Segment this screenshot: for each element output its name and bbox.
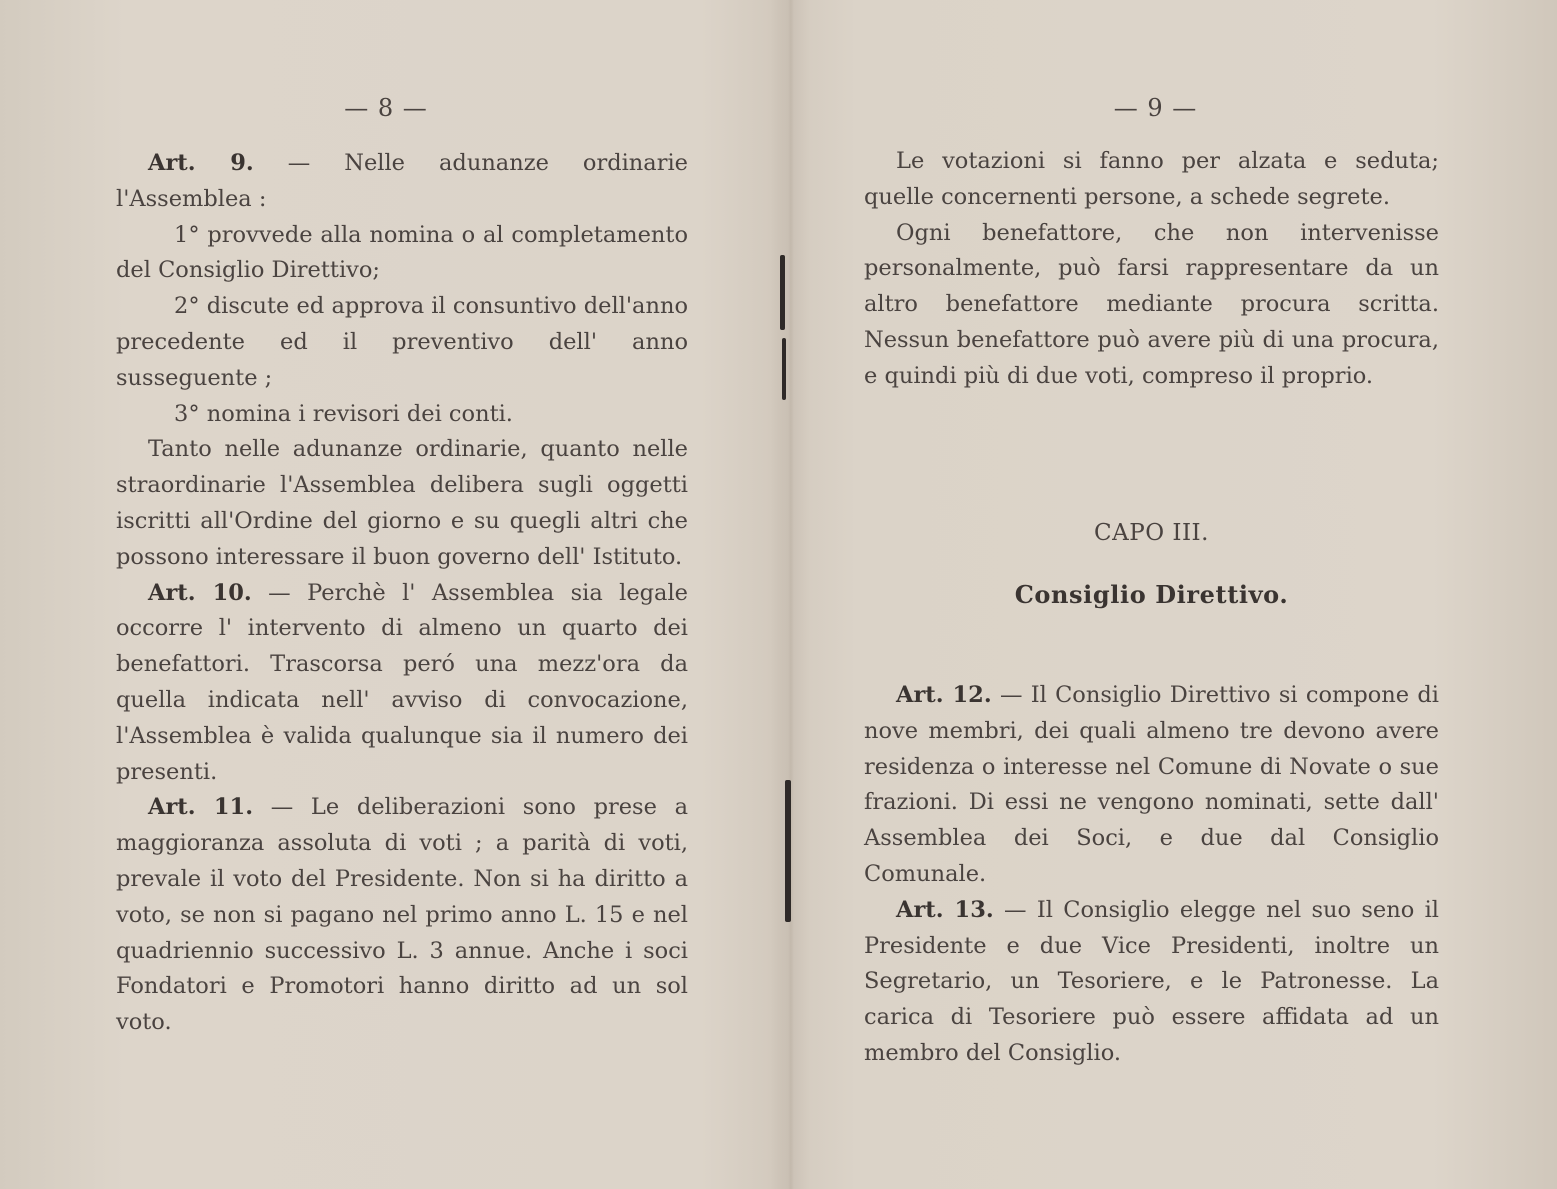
article-paragraph xyxy=(864,678,1439,893)
paragraph-text: Ogni benefattore, che non intervenisse personalmente, può farsi rappresentare da un altro benefattore mediante procura scritta. Nessun benefattore può avere più di una procura, e quindi più di due voti, compreso il proprio. xyxy=(864,219,1439,389)
book-spine xyxy=(770,0,810,1189)
paragraph xyxy=(116,289,688,396)
paragraph xyxy=(864,144,1439,216)
paragraph-text: Tanto nelle adunanze ordinarie, quanto nelle straordinarie l'Assemblea delibera sugli oggetti iscritti all'Ordine del giorno e su quegli altri che possono interessare il buon governo dell' Istituto. xyxy=(116,436,688,570)
article-paragraph xyxy=(864,893,1439,1072)
paragraph-text: — Nelle adunanze ordinarie l'Assemblea : xyxy=(116,150,688,212)
paragraph-text: — Perchè l' Assemblea sia legale occorre l' intervento di almeno un quarto dei benefattori. Trascorsa peró una mezz'ora da quella indicata nell' avviso di convocazione, l'Assemblea è valida qualunque sia il numero dei presenti. xyxy=(116,579,688,785)
paragraph-text: 3° nomina i revisori dei conti. xyxy=(174,400,513,427)
binding-stitch xyxy=(785,780,791,922)
left-page-body xyxy=(116,146,688,1041)
paragraph-text: — Le deliberazioni sono prese a maggioranza assoluta di voti ; a parità di voti, prevale il voto del Presidente. Non si ha diritto a voto, se non si pagano nel primo anno L. 15 e nel quadriennio successivo L. 3 annue. Anche i soci Fondatori e Promotori hanno diritto ad un sol voto. xyxy=(116,794,688,1036)
paragraph xyxy=(116,218,688,290)
paragraph xyxy=(864,216,1439,395)
article-number: Art. 13. xyxy=(896,896,994,923)
left-page xyxy=(116,0,688,1189)
article-number: Art. 12. xyxy=(896,682,992,708)
page-number: — 9 — xyxy=(1113,94,1198,122)
right-page-body-bottom xyxy=(864,678,1439,1072)
article-number: Art. 10. xyxy=(148,579,252,606)
right-page xyxy=(864,0,1439,1189)
paragraph-text: Le votazioni si fanno per alzata e seduta; quelle concernenti persone, a schede segrete. xyxy=(864,148,1439,210)
paragraph-text: — Il Consiglio elegge nel suo seno il Presidente e due Vice Presidenti, inoltre un Segretario, un Tesoriere, e le Patronesse. La carica di Tesoriere può essere affidata ad un membro del Consiglio. xyxy=(864,896,1439,1066)
paragraph-text: 1° provvede alla nomina o al completamento del Consiglio Direttivo; xyxy=(116,221,688,284)
paragraph-text: 2° discute ed approva il consuntivo dell'anno precedente ed il preventivo dell' anno susseguente ; xyxy=(116,293,688,391)
binding-stitch xyxy=(780,255,785,330)
article-number: Art. 9. xyxy=(148,150,254,176)
paragraph xyxy=(116,397,688,433)
page-number: — 8 — xyxy=(344,94,428,122)
paragraph-text: — Il Consiglio Direttivo si compone di nove membri, dei quali almeno tre devono avere residenza o interesse nel Comune di Novate o sue frazioni. Di essi ne vengono nominati, sette dall' Assemblea dei Soci, e due dal Consiglio Comunale. xyxy=(864,682,1439,887)
article-paragraph xyxy=(116,146,688,218)
right-page-body-top xyxy=(864,144,1439,395)
paragraph xyxy=(116,432,688,575)
article-paragraph xyxy=(116,576,688,791)
article-paragraph xyxy=(116,790,688,1041)
binding-stitch xyxy=(782,338,786,400)
chapter-heading: CAPO III. xyxy=(1094,520,1209,546)
article-number: Art. 11. xyxy=(148,794,254,821)
section-title: Consiglio Direttivo. xyxy=(1014,580,1289,609)
